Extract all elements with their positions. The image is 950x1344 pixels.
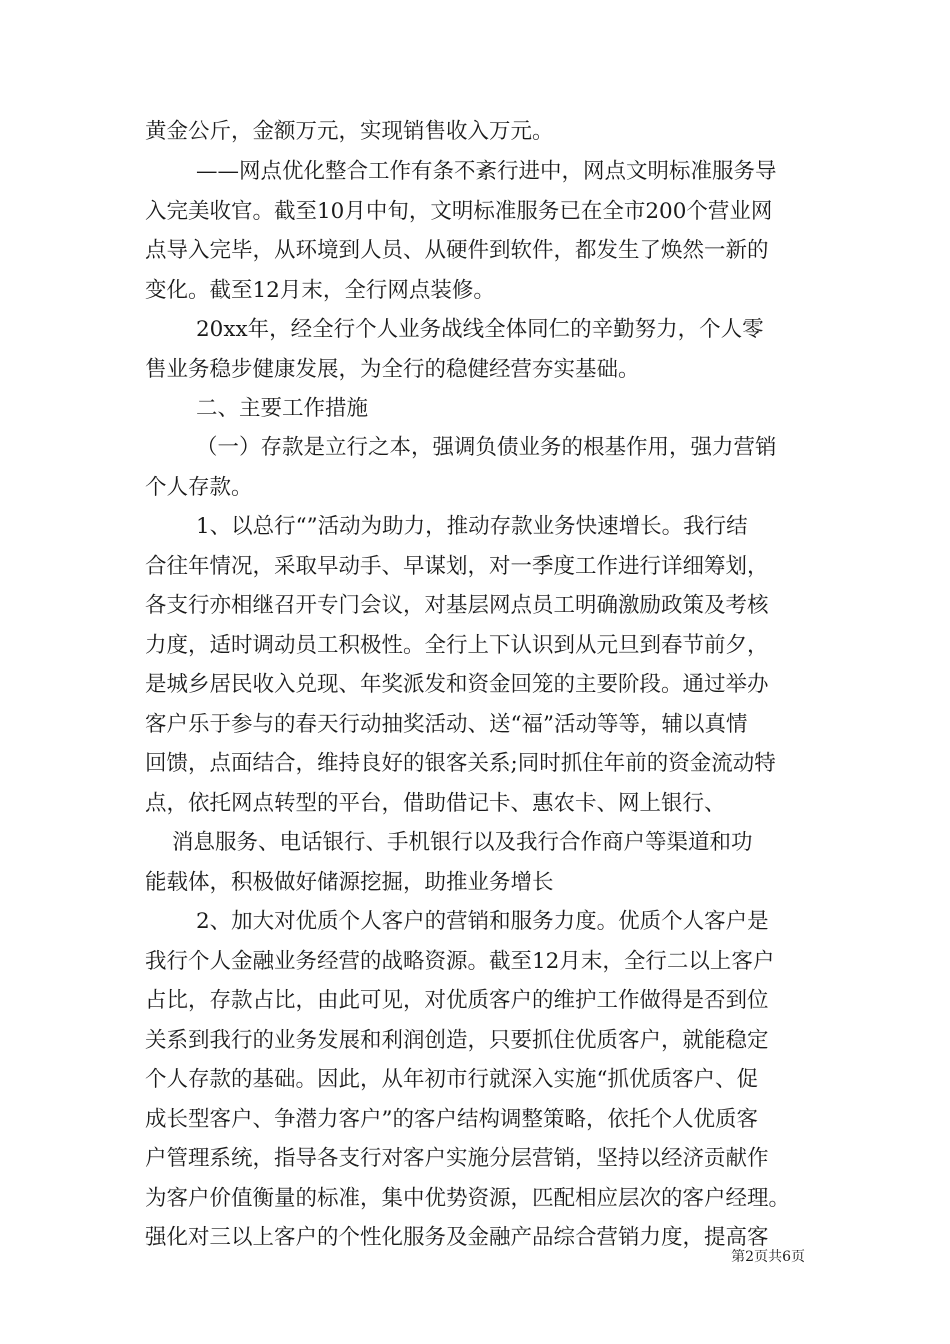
text-line: 各支行亦相继召开专门会议，对基层网点员工明确激励政策及考核 xyxy=(145,593,769,618)
text-line: 1、以总行“”活动为助力，推动存款业务快速增长。我行结 xyxy=(196,514,748,539)
text-line: 点导入完毕，从环境到人员、从硬件到软件，都发生了焕然一新的 xyxy=(145,238,769,263)
text-line: 客户乐于参与的春天行动抽奖活动、送“福”活动等等，辅以真情 xyxy=(145,712,748,737)
text-line: 2、加大对优质个人客户的营销和服务力度。优质个人客户是 xyxy=(196,909,769,934)
text-line: 售业务稳步健康发展，为全行的稳健经营夯实基础。 xyxy=(145,357,640,382)
text-line: 回馈，点面结合，维持良好的银客关系;同时抓住年前的资金流动特 xyxy=(145,751,776,776)
text-line: （一）存款是立行之本，强调负债业务的根基作用，强力营销 xyxy=(196,435,777,460)
text-line: 力度，适时调动员工积极性。全行上下认识到从元旦到春节前夕， xyxy=(145,633,769,658)
text-line: 关系到我行的业务发展和利润创造，只要抓住优质客户，就能稳定 xyxy=(145,1028,769,1053)
text-line: 能载体，积极做好储源挖掘，助推业务增长 xyxy=(145,870,554,895)
text-line: 个人存款的基础。因此，从年初市行就深入实施“抓优质客户、促 xyxy=(145,1067,758,1092)
text-line: 是城乡居民收入兑现、年奖派发和资金回笼的主要阶段。通过举办 xyxy=(145,672,769,697)
text-line: 合往年情况，采取早动手、早谋划，对一季度工作进行详细筹划， xyxy=(145,554,769,579)
text-line: 占比，存款占比，由此可见，对优质客户的维护工作做得是否到位 xyxy=(145,988,769,1013)
text-line: 入完美收官。截至10月中旬，文明标准服务已在全市200个营业网 xyxy=(145,199,773,224)
text-line: 20xx年，经全行个人业务战线全体同仁的辛勤努力，个人零 xyxy=(196,317,764,342)
text-line: 强化对三以上客户的个性化服务及金融产品综合营销力度，提高客 xyxy=(145,1225,769,1250)
text-line: 户管理系统，指导各支行对客户实施分层营销，坚持以经济贡献作 xyxy=(145,1146,769,1171)
text-line: 消息服务、电话银行、手机银行以及我行合作商户等渠道和功 xyxy=(172,830,753,855)
text-line: ——网点优化整合工作有条不紊行进中，网点文明标准服务导 xyxy=(196,159,777,184)
text-line: 个人存款。 xyxy=(145,475,253,500)
page-number: 第2页共6页 xyxy=(731,1249,805,1265)
text-line: 黄金公斤，金额万元，实现销售收入万元。 xyxy=(145,119,554,144)
section-heading: 二、主要工作措施 xyxy=(196,396,369,421)
text-line: 点，依托网点转型的平台，借助借记卡、惠农卡、网上银行、 xyxy=(145,791,726,816)
text-line: 为客户价值衡量的标准，集中优势资源，匹配相应层次的客户经理。 xyxy=(145,1186,791,1211)
text-line: 变化。截至12月末，全行网点装修。 xyxy=(145,278,495,303)
text-line: 成长型客户、争潜力客户”的客户结构调整策略，依托个人优质客 xyxy=(145,1107,758,1132)
text-line: 我行个人金融业务经营的战略资源。截至12月末，全行二以上客户 xyxy=(145,949,775,974)
